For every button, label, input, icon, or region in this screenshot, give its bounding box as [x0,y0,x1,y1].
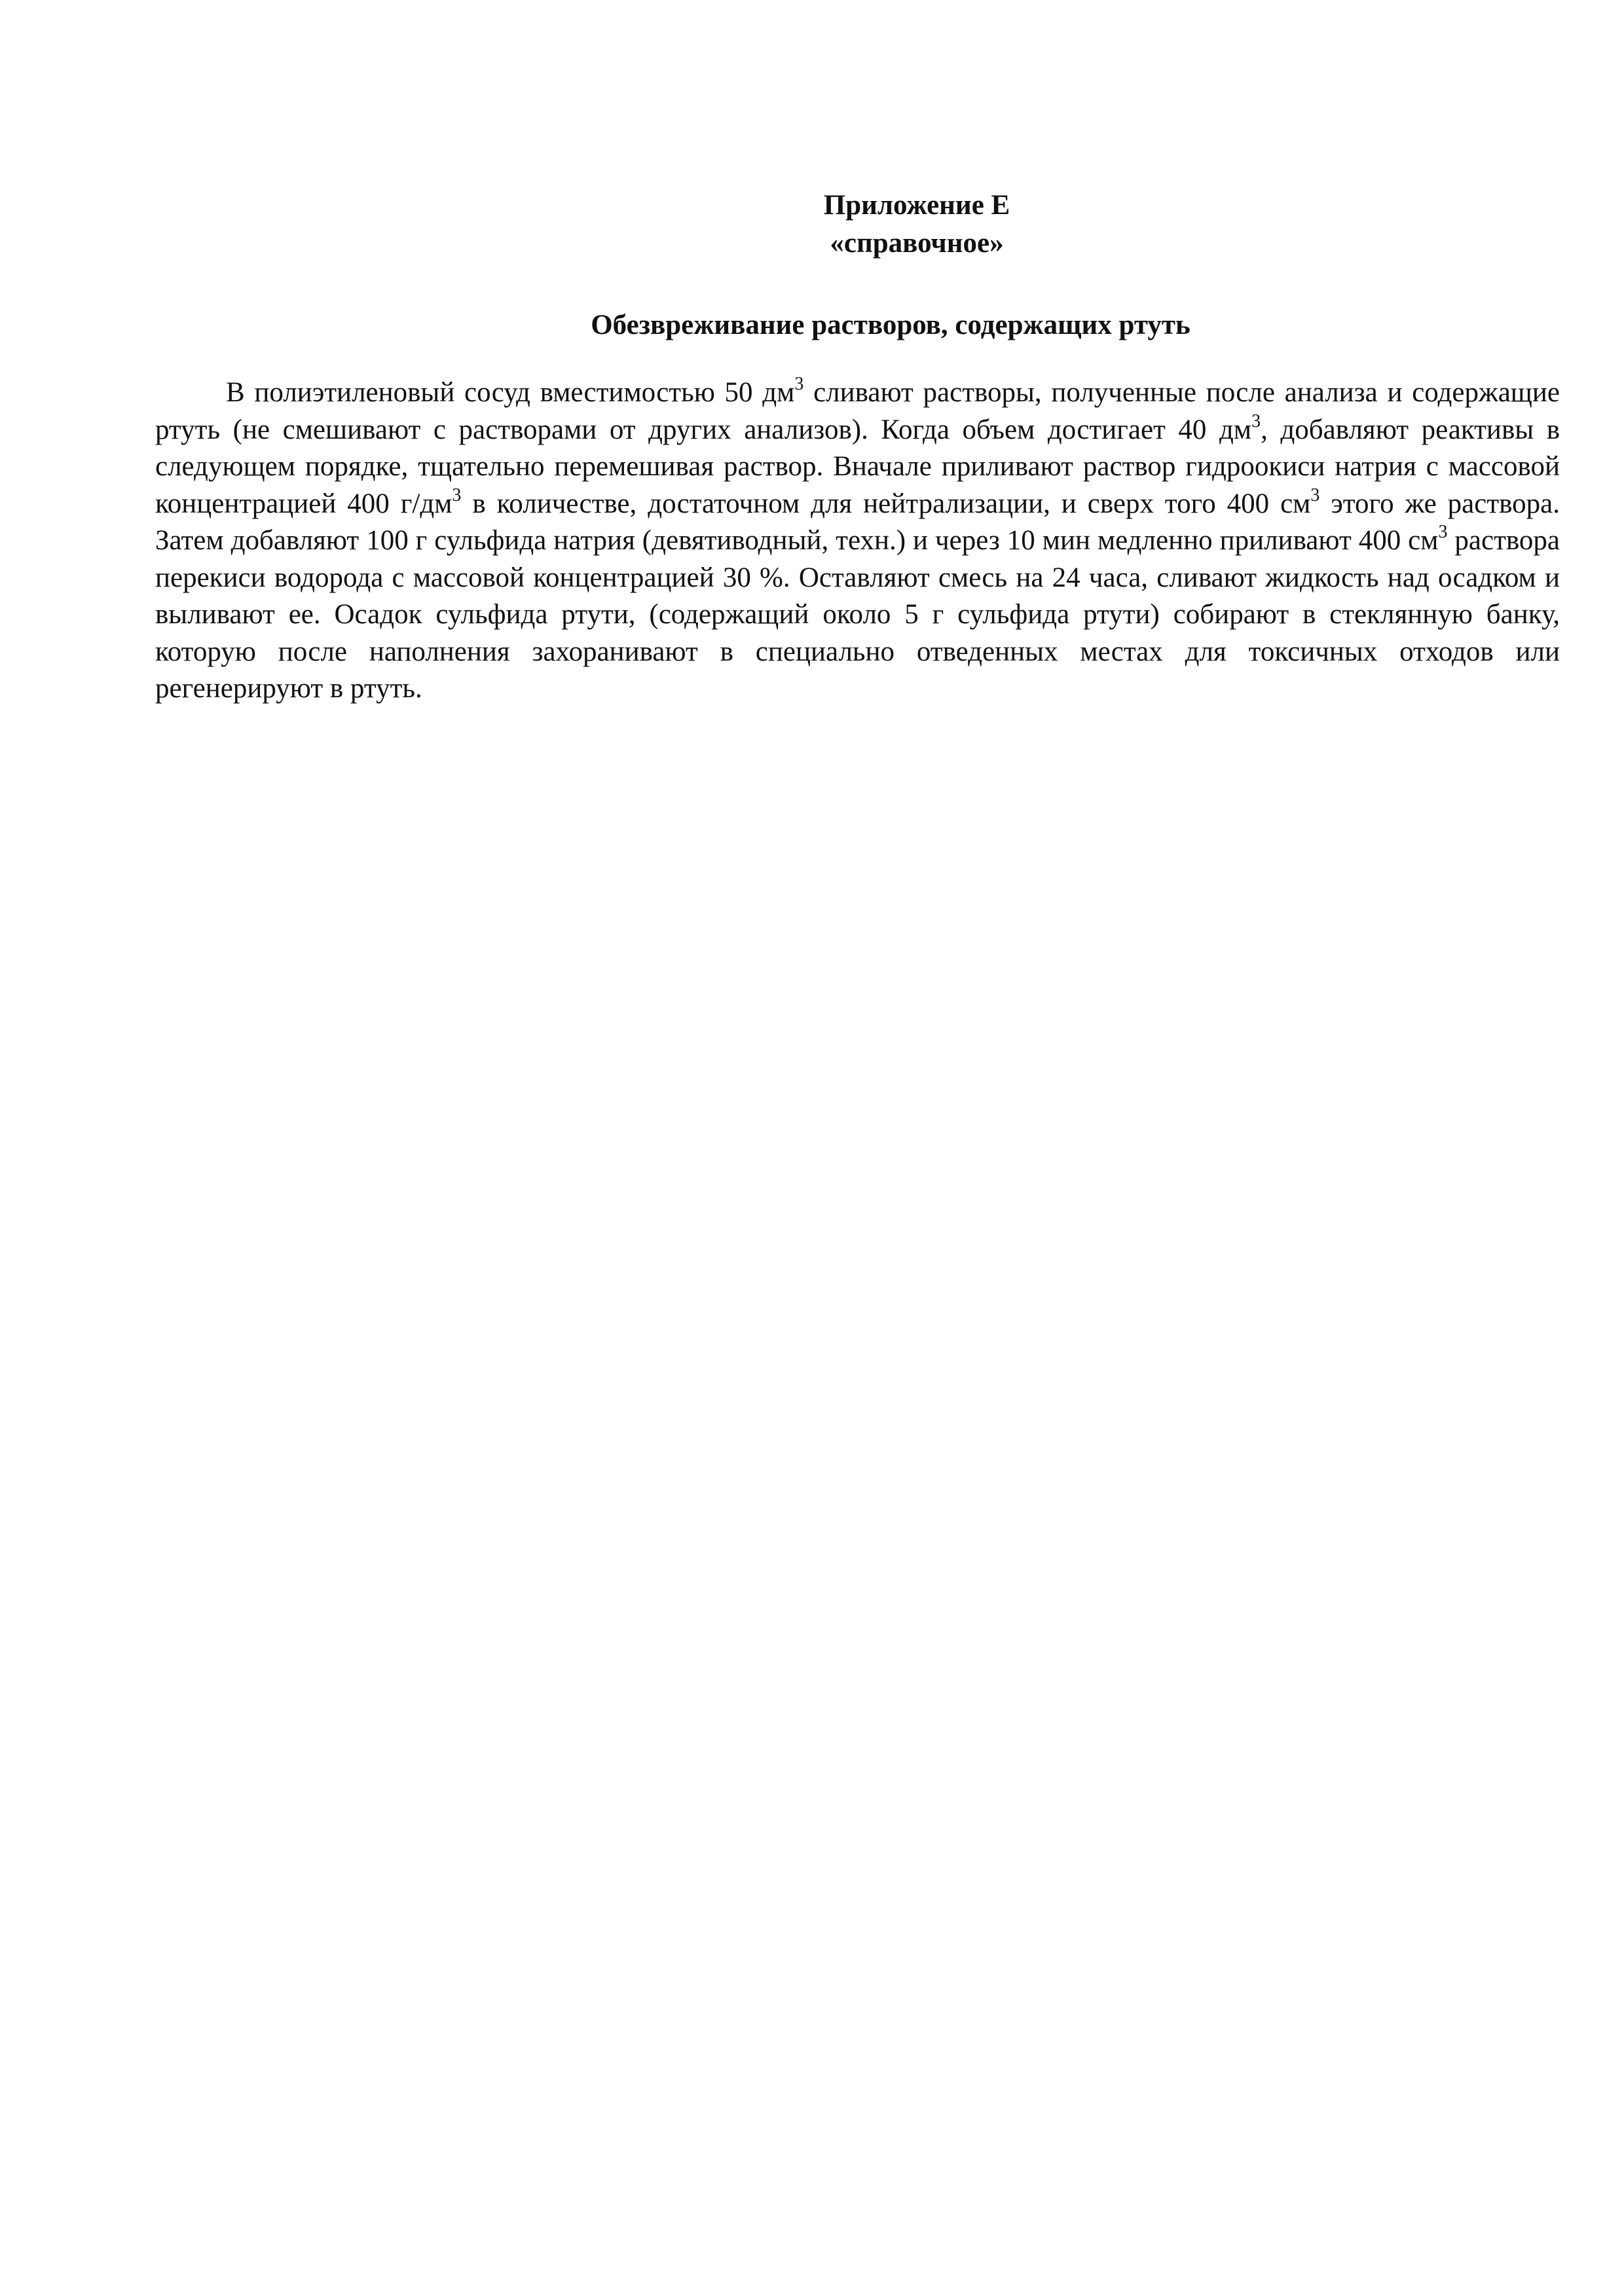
appendix-heading [0,187,1624,263]
body-paragraph [155,374,1560,708]
paragraph-text-2: сливают растворы, полученные после анализа и содержащие ртуть (не смешивают с растворами от других анализов). Когда объем достигает 40 дм [155,377,1560,445]
superscript-5: 3 [1438,522,1448,542]
paragraph-text-3: , добавляют реактивы в следующем порядке, тщательно перемешивая раствор. Вначале приливают раствор гидроокиси натрия с массовой концентрацией 400 г/дм [155,414,1560,519]
superscript-4: 3 [1310,484,1320,505]
appendix-title: Приложение Е [823,190,1010,221]
superscript-2: 3 [1251,410,1261,431]
section-title: Обезвреживание растворов, содержащих ртуть [591,310,1190,340]
paragraph-text-1: В полиэтиленовый сосуд вместимостью 50 дм [226,377,795,408]
paragraph-text-4: в количестве, достаточном для нейтрализации, и сверх того 400 см [461,488,1311,519]
superscript-1: 3 [794,374,804,394]
paragraph-text-6: раствора перекиси водорода с массовой концентрацией 30 %. Оставляют смесь на 24 часа, сливают жидкость над осадком и выливают ее. Осадок сульфида ртути, (содержащий около 5 г сульфида ртути) собирают в стеклянную банку, которую после наполнения захоранивают в специально отведенных местах для токсичных отходов или регенерируют в ртуть. [155,525,1560,704]
superscript-3: 3 [452,484,462,505]
appendix-type: «справочное» [830,228,1004,259]
paragraph-text-5: этого же раствора. Затем добавляют 100 г сульфида натрия (девятиводный, техн.) и через 10 мин медленно приливают 400 см [155,488,1560,556]
